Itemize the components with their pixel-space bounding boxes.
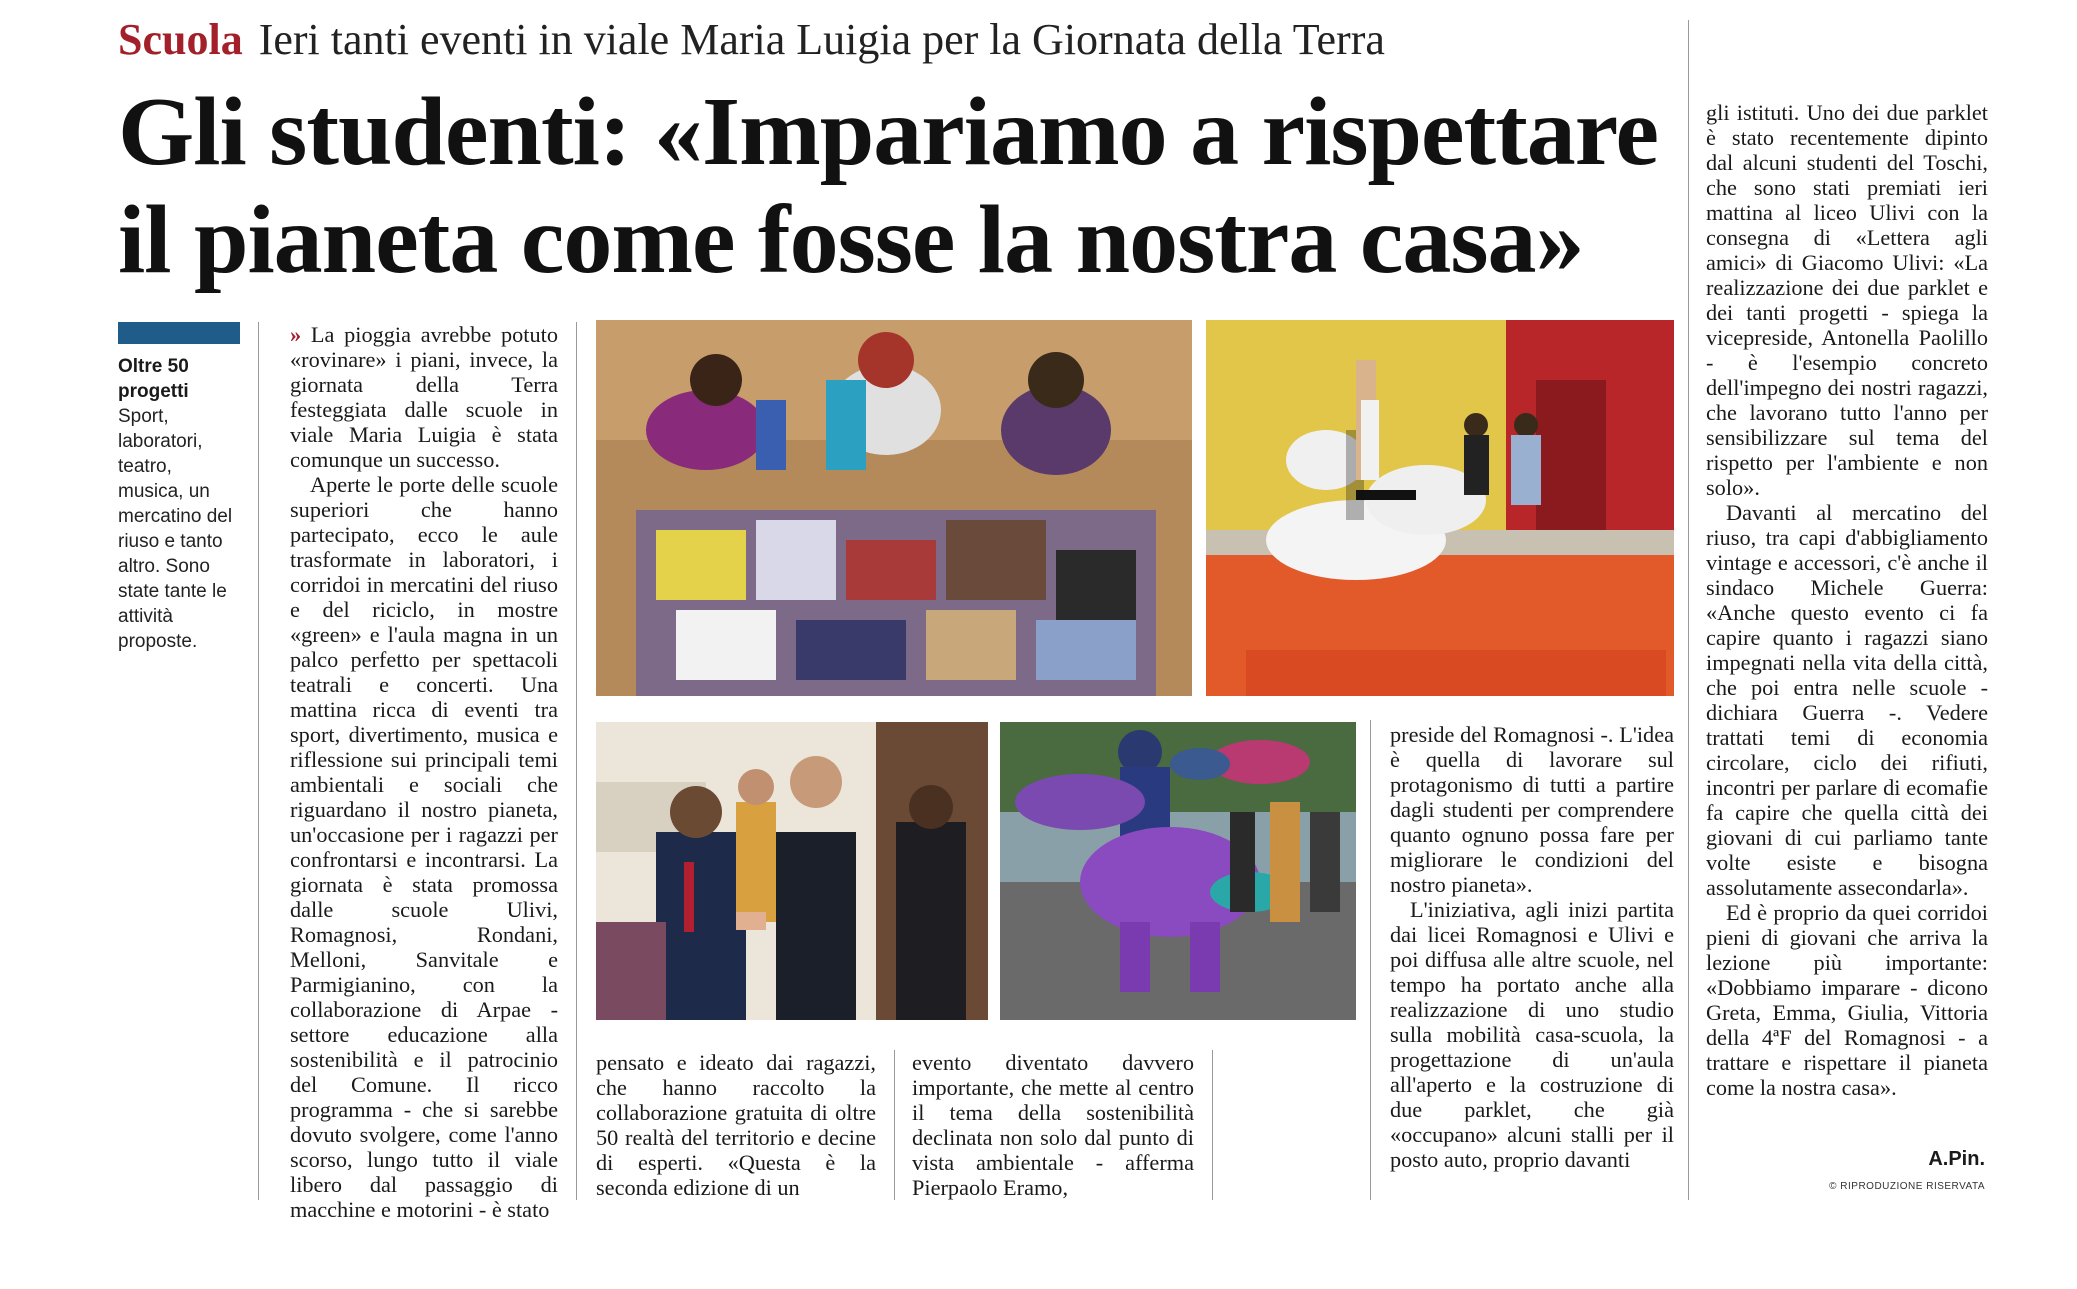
kicker xyxy=(118,14,1385,72)
drop-mark: » xyxy=(290,322,302,347)
photo-handshake xyxy=(596,722,988,1020)
article-column-2 xyxy=(596,1050,876,1200)
article-column-4 xyxy=(1390,722,1674,1200)
sidebar-title: Oltre 50 progetti xyxy=(118,356,189,402)
article-paragraph: Davanti al mercatino del riuso, tra capi d'abbigliamento vintage e accessori, c'è anche il sindaco Michele Guerra: «Anche questo evento ci fa capire quanto i ragazzi siano impegnati nella vita della città, che poi entra nelle scuole - dichiara Guerra -. Vedere trattati temi di economia circolare, ciclo dei rifiuti, incontri per parlare di ecomafie fa capire che quella città dei giovani di cui parliamo tante volte esiste e bisogna assolutamente assecondarla». xyxy=(1706,500,1988,900)
article-paragraph xyxy=(290,322,558,472)
article-paragraph: Ed è proprio da quei corridoi pieni di giovani che arriva la lezione più importante: «Dobbiamo imparare - dicono Greta, Emma, Giulia, Vittoria della 4ªF del Romagnosi - a trattare e rispettare il pianeta come la nostra casa». xyxy=(1706,900,1988,1100)
photo-judo xyxy=(1206,320,1674,696)
headline xyxy=(118,78,1678,294)
paragraph-text: La pioggia avrebbe potuto «rovinare» i piani, invece, la giornata della Terra festeggiata dalle scuole in viale Maria Luigia è stata comunque un successo. xyxy=(290,322,558,472)
article-paragraph: evento diventato davvero importante, che mette al centro il tema della sostenibilità declinata non solo dal punto di vista ambientale - afferma Pierpaolo Eramo, xyxy=(912,1050,1194,1200)
kicker-subtitle: Ieri tanti eventi in viale Maria Luigia per la Giornata della Terra xyxy=(258,15,1385,64)
article-paragraph: pensato e ideato dai ragazzi, che hanno raccolto la collaborazione gratuita di oltre 50 realtà del territorio e decine di esperti. «Questa è la seconda edizione di un xyxy=(596,1050,876,1200)
photo-clothes-market xyxy=(596,320,1192,696)
article-paragraph: preside del Romagnosi -. L'idea è quella di lavorare sul protagonismo di tutti a partire dagli studenti per comprendere quanto ognuno possa fare per migliorare le condizioni del nostro pianeta». xyxy=(1390,722,1674,897)
column-rule xyxy=(1688,20,1689,1200)
headline-line-2: il pianeta come fosse la nostra casa» xyxy=(118,186,1584,294)
column-rule xyxy=(258,322,259,1200)
article-column-1 xyxy=(290,322,558,1222)
column-rule xyxy=(1212,1050,1213,1200)
sidebar-text: Sport, laboratori, teatro, musica, un mercatino del riuso e tanto altro. Sono state tante le attività proposte. xyxy=(118,406,233,652)
section-label: Scuola xyxy=(118,15,243,64)
sidebar-box xyxy=(118,322,240,654)
photo-clothes-market-image xyxy=(596,320,1192,696)
column-rule xyxy=(576,322,577,1200)
article-paragraph: gli istituti. Uno dei due parklet è stato recentemente dipinto dal alcuni studenti del Toschi, che sono stati premiati ieri mattina al liceo Ulivi con la consegna di «Lettera agli amici» di Giacomo Ulivi: «La realizzazione dei due parklet e dei tanti progetti - spiega la vicepreside, Antonella Paolillo - è l'esempio concreto dell'impegno dei nostri ragazzi, che lavorano tutto l'anno per sensibilizzare sul tema del rispetto per l'ambiente e non solo». xyxy=(1706,100,1988,500)
photo-handshake-image xyxy=(596,722,988,1020)
author-signature: A.Pin. xyxy=(1928,1148,1985,1170)
article-column-3 xyxy=(912,1050,1194,1200)
photo-inflatable-dinosaur-image xyxy=(1000,722,1356,1020)
article-paragraph: L'iniziativa, agli inizi partita dai licei Romagnosi e Ulivi e poi diffusa alle altre scuole, nel tempo ha portato anche alla realizzazione di uno studio sulla mobilità casa-scuola, la progettazione di un'aula all'aperto e la costruzione di due parklet, che già «occupano» alcuni stalli per il posto auto, proprio davanti xyxy=(1390,897,1674,1172)
column-rule xyxy=(894,1050,895,1200)
photo-inflatable-dinosaur xyxy=(1000,722,1356,1020)
article-paragraph: Aperte le porte delle scuole superiori che hanno partecipato, ecco le aule trasformate in laboratori, i corridoi in mercatini del riuso e del riciclo, in mostre «green» e l'aula magna in un palco perfetto per spettacoli teatrali e concerti. Una mattina ricca di eventi tra sport, divertimento, musica e riflessione sui principali temi ambientali e sociali che riguardano il nostro pianeta, un'occasione per i ragazzi per confrontarsi e incontrarsi. La giornata è stata promossa dalle scuole Ulivi, Romagnosi, Rondani, Melloni, Sanvitale e Parmigianino, con la collaborazione di Arpae - settore educazione alla sostenibilità e il patrocinio del Comune. Il ricco programma - che si sarebbe dovuto svolgere, come l'anno scorso, lungo tutto il viale libero dal passaggio di macchine e motorini - è stato xyxy=(290,472,558,1222)
copyright-notice: © RIPRODUZIONE RISERVATA xyxy=(1829,1181,1985,1192)
article-column-5 xyxy=(1706,100,1988,1148)
sidebar-accent-bar xyxy=(118,322,240,344)
headline-line-1: Gli studenti: «Impariamo a rispettare xyxy=(118,78,1658,186)
photo-judo-image xyxy=(1206,320,1674,696)
column-rule xyxy=(1370,720,1371,1200)
